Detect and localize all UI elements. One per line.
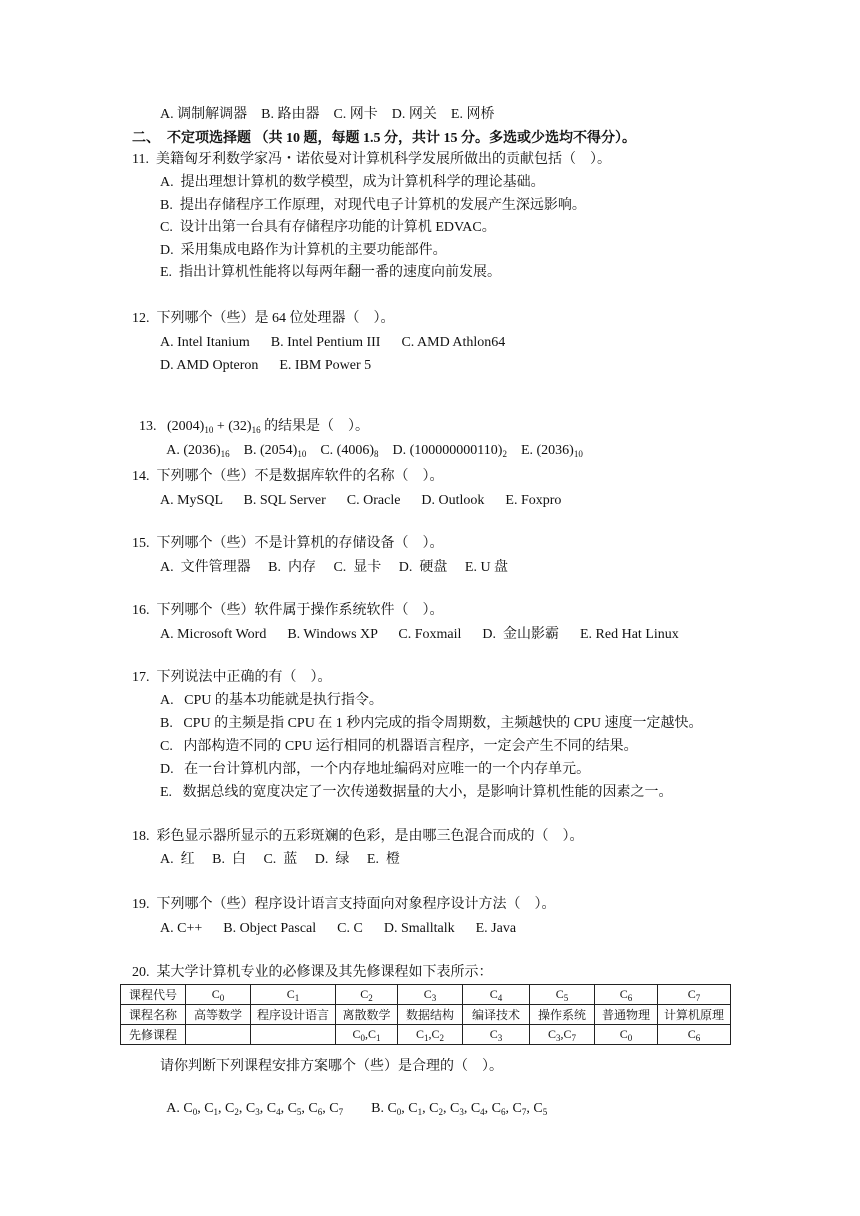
course-code-cell: $C_3$: [398, 985, 463, 1005]
prereq-course-code: $C_6$: [687, 1027, 701, 1043]
sequence-course-code: $C_7$: [512, 1101, 527, 1117]
prereq-course-code: $C_2$: [431, 1027, 445, 1043]
q13-base-2: 16: [251, 425, 261, 435]
q17-option-c: C. 内部构造不同的 CPU 运行相同的机器语言程序，一定会产生不同的结果。: [160, 739, 638, 754]
q19-stem: 19. 下列哪个（些）程序设计语言支持面向对象程序设计方法（ ）。: [132, 897, 556, 912]
prereq-cell: $C_1,C_2$: [398, 1025, 463, 1045]
q17-stem: 17. 下列说法中正确的有（ ）。: [132, 670, 332, 685]
course-code-cell: $C_6$: [595, 985, 658, 1005]
q13-option-e: [521, 443, 583, 458]
course-name-cell: 高等数学: [186, 1005, 251, 1025]
sequence-course-code: $C_3$: [449, 1101, 464, 1117]
course-table: [120, 984, 731, 1045]
course-name-cell: 计算机原理: [658, 1005, 731, 1025]
q20-option-b: B. $C_0$, $C_1$, $C_2$, $C_3$, $C_4$, $C_6$, $C_7$, $C_5$: [371, 1101, 548, 1117]
q12-stem: 12. 下列哪个（些）是 64 位处理器（ ）。: [132, 311, 395, 326]
q20-option-a: A. $C_0$, $C_1$, $C_2$, $C_3$, $C_4$, $C_5$, $C_6$, $C_7$: [166, 1101, 344, 1117]
q13-options: [160, 424, 583, 460]
row-label-prereq: 先修课程: [121, 1025, 186, 1045]
course-code-cell: $C_5$: [530, 985, 595, 1005]
q13-option-b-base: 10: [297, 449, 307, 459]
q13-option-c: [320, 443, 378, 458]
q16-options: A. Microsoft Word B. Windows XP C. Foxmail D. 金山影霸 E. Red Hat Linux: [160, 627, 679, 642]
q15-options: A. 文件管理器 B. 内存 C. 显卡 D. 硬盘 E. U 盘: [160, 560, 509, 575]
sequence-course-code: $C_0$: [387, 1101, 402, 1117]
q11-option-c: C. 设计出第一台具有存储程序功能的计算机 EDVAC。: [160, 220, 496, 235]
q20-stem: 20. 某大学计算机专业的必修课及其先修课程如下表所示：: [132, 965, 493, 980]
q19-options: A. C++ B. Object Pascal C. C D. Smalltalk E. Java: [160, 921, 517, 936]
course-name-cell: 离散数学: [336, 1005, 398, 1025]
q20-options: [160, 1082, 547, 1118]
table-row-names: [121, 1005, 731, 1025]
q11-option-e: E. 指出计算机性能将以每两年翻一番的速度向前发展。: [160, 265, 502, 280]
course-name-cell: 普通物理: [595, 1005, 658, 1025]
q14-stem: 14. 下列哪个（些）不是数据库软件的名称（ ）。: [132, 469, 444, 484]
prereq-course-code: $C_1$: [415, 1027, 429, 1043]
q11-option-d: D. 采用集成电路作为计算机的主要功能部件。: [160, 243, 447, 258]
prereq-cell: $C_0,C_1$: [336, 1025, 398, 1045]
sequence-course-code: $C_1$: [408, 1101, 423, 1117]
prereq-course-code: $C_3$: [489, 1027, 503, 1043]
q13-option-b-value: B. (2054): [243, 443, 298, 458]
q11-stem: 11. 美籍匈牙利数学家冯・诺依曼对计算机科学发展所做出的贡献包括（ ）。: [132, 152, 611, 167]
course-code-cell: $C_7$: [658, 985, 731, 1005]
prereq-cell: [658, 1025, 731, 1045]
q11-option-a: A. 提出理想计算机的数学模型，成为计算机科学的理论基础。: [160, 175, 545, 190]
q13-option-a-base: 16: [220, 449, 230, 459]
prereq-course-code: $C_0$: [619, 1027, 633, 1043]
course-code-cell: $C_4$: [463, 985, 530, 1005]
prereq-cell: [251, 1025, 336, 1045]
q12-options-row1: A. Intel Itanium B. Intel Pentium III C. AMD Athlon64: [160, 335, 506, 350]
sequence-course-code: $C_4$: [470, 1101, 485, 1117]
q10-options: A. 调制解调器 B. 路由器 C. 网卡 D. 网关 E. 网桥: [160, 107, 495, 122]
sequence-course-code: $C_7$: [329, 1101, 344, 1117]
q18-options: A. 红 B. 白 C. 蓝 D. 绿 E. 橙: [160, 852, 400, 867]
sequence-course-code: $C_6$: [308, 1101, 323, 1117]
course-name-cell: 操作系统: [530, 1005, 595, 1025]
section-2-heading: 二、 不定项选择题 （共 10 题，每题 1.5 分，共计 15 分。多选或少选均不得分）。: [132, 131, 636, 146]
q13-option-e-base: 10: [573, 449, 583, 459]
q11-option-b: B. 提出存储程序工作原理，对现代电子计算机的发展产生深远影响。: [160, 198, 586, 213]
sequence-course-code: $C_2$: [429, 1101, 443, 1117]
sequence-course-code: $C_3$: [245, 1101, 260, 1117]
row-label-code: 课程代号: [121, 985, 186, 1005]
sequence-course-code: $C_2$: [225, 1101, 239, 1117]
course-code-cell: $C_2$: [336, 985, 398, 1005]
q13-prefix: 13. (2004): [139, 419, 205, 434]
q14-options: A. MySQL B. SQL Server C. Oracle D. Outlook E. Foxpro: [160, 493, 562, 508]
q17-option-d: D. 在一台计算机内部，一个内存地址编码对应唯一的一个内存单元。: [160, 762, 591, 777]
sequence-course-code: $C_1$: [204, 1101, 219, 1117]
q17-option-a: A. CPU 的基本功能就是执行指令。: [160, 693, 383, 708]
q13-suffix: 的结果是（ ）。: [260, 419, 370, 434]
prereq-course-code: $C_0$: [352, 1027, 365, 1043]
q13-base-1: 10: [204, 425, 214, 435]
q12-options-row2: D. AMD Opteron E. IBM Power 5: [160, 358, 372, 373]
sequence-course-code: $C_5$: [533, 1101, 548, 1117]
prereq-course-code: $C_3$: [547, 1027, 561, 1043]
q17-option-e: E. 数据总线的宽度决定了一次传递数据量的大小，是影响计算机性能的因素之一。: [160, 785, 673, 800]
q13-option-d: [393, 443, 507, 458]
row-label-name: 课程名称: [121, 1005, 186, 1025]
q13-option-d-base: 2: [502, 449, 507, 459]
sequence-course-code: $C_0$: [183, 1101, 198, 1117]
sequence-course-code: $C_5$: [287, 1101, 302, 1117]
course-name-cell: 数据结构: [398, 1005, 463, 1025]
q20-question: 请你判断下列课程安排方案哪个（些）是合理的（ ）。: [160, 1059, 503, 1074]
q13-option-b: [244, 443, 307, 458]
prereq-course-code: $C_1$: [368, 1027, 381, 1043]
prereq-cell: [463, 1025, 530, 1045]
q18-stem: 18. 彩色显示器所显示的五彩斑斓的色彩，是由哪三色混合而成的（ ）。: [132, 829, 584, 844]
table-row-codes: [121, 985, 731, 1005]
q13-option-a-value: A. (2036): [166, 443, 221, 458]
q17-option-b: B. CPU 的主频是指 CPU 在 1 秒内完成的指令周期数，主频越快的 CPU 速度一定越快。: [160, 716, 703, 731]
sequence-course-code: $C_4$: [266, 1101, 281, 1117]
q15-stem: 15. 下列哪个（些）不是计算机的存储设备（ ）。: [132, 536, 444, 551]
prereq-cell: [595, 1025, 658, 1045]
q13-option-e-value: E. (2036): [520, 443, 574, 458]
table-row-prereqs: [121, 1025, 731, 1045]
course-name-cell: 程序设计语言: [251, 1005, 336, 1025]
course-name-cell: 编译技术: [463, 1005, 530, 1025]
q13-option-a: [166, 443, 229, 458]
prereq-cell: $C_3,C_7$: [530, 1025, 595, 1045]
prereq-course-code: $C_7$: [563, 1027, 577, 1043]
q13-option-c-base: 8: [374, 449, 379, 459]
course-code-cell: $C_0$: [186, 985, 251, 1005]
course-code-cell: $C_1$: [251, 985, 336, 1005]
prereq-cell: [186, 1025, 251, 1045]
q13-option-d-value: D. (100000000110): [392, 443, 503, 458]
q16-stem: 16. 下列哪个（些）软件属于操作系统软件（ ）。: [132, 603, 444, 618]
q13-option-c-value: C. (4006): [320, 443, 375, 458]
q13-mid: + (32): [213, 419, 252, 434]
sequence-course-code: $C_6$: [491, 1101, 506, 1117]
